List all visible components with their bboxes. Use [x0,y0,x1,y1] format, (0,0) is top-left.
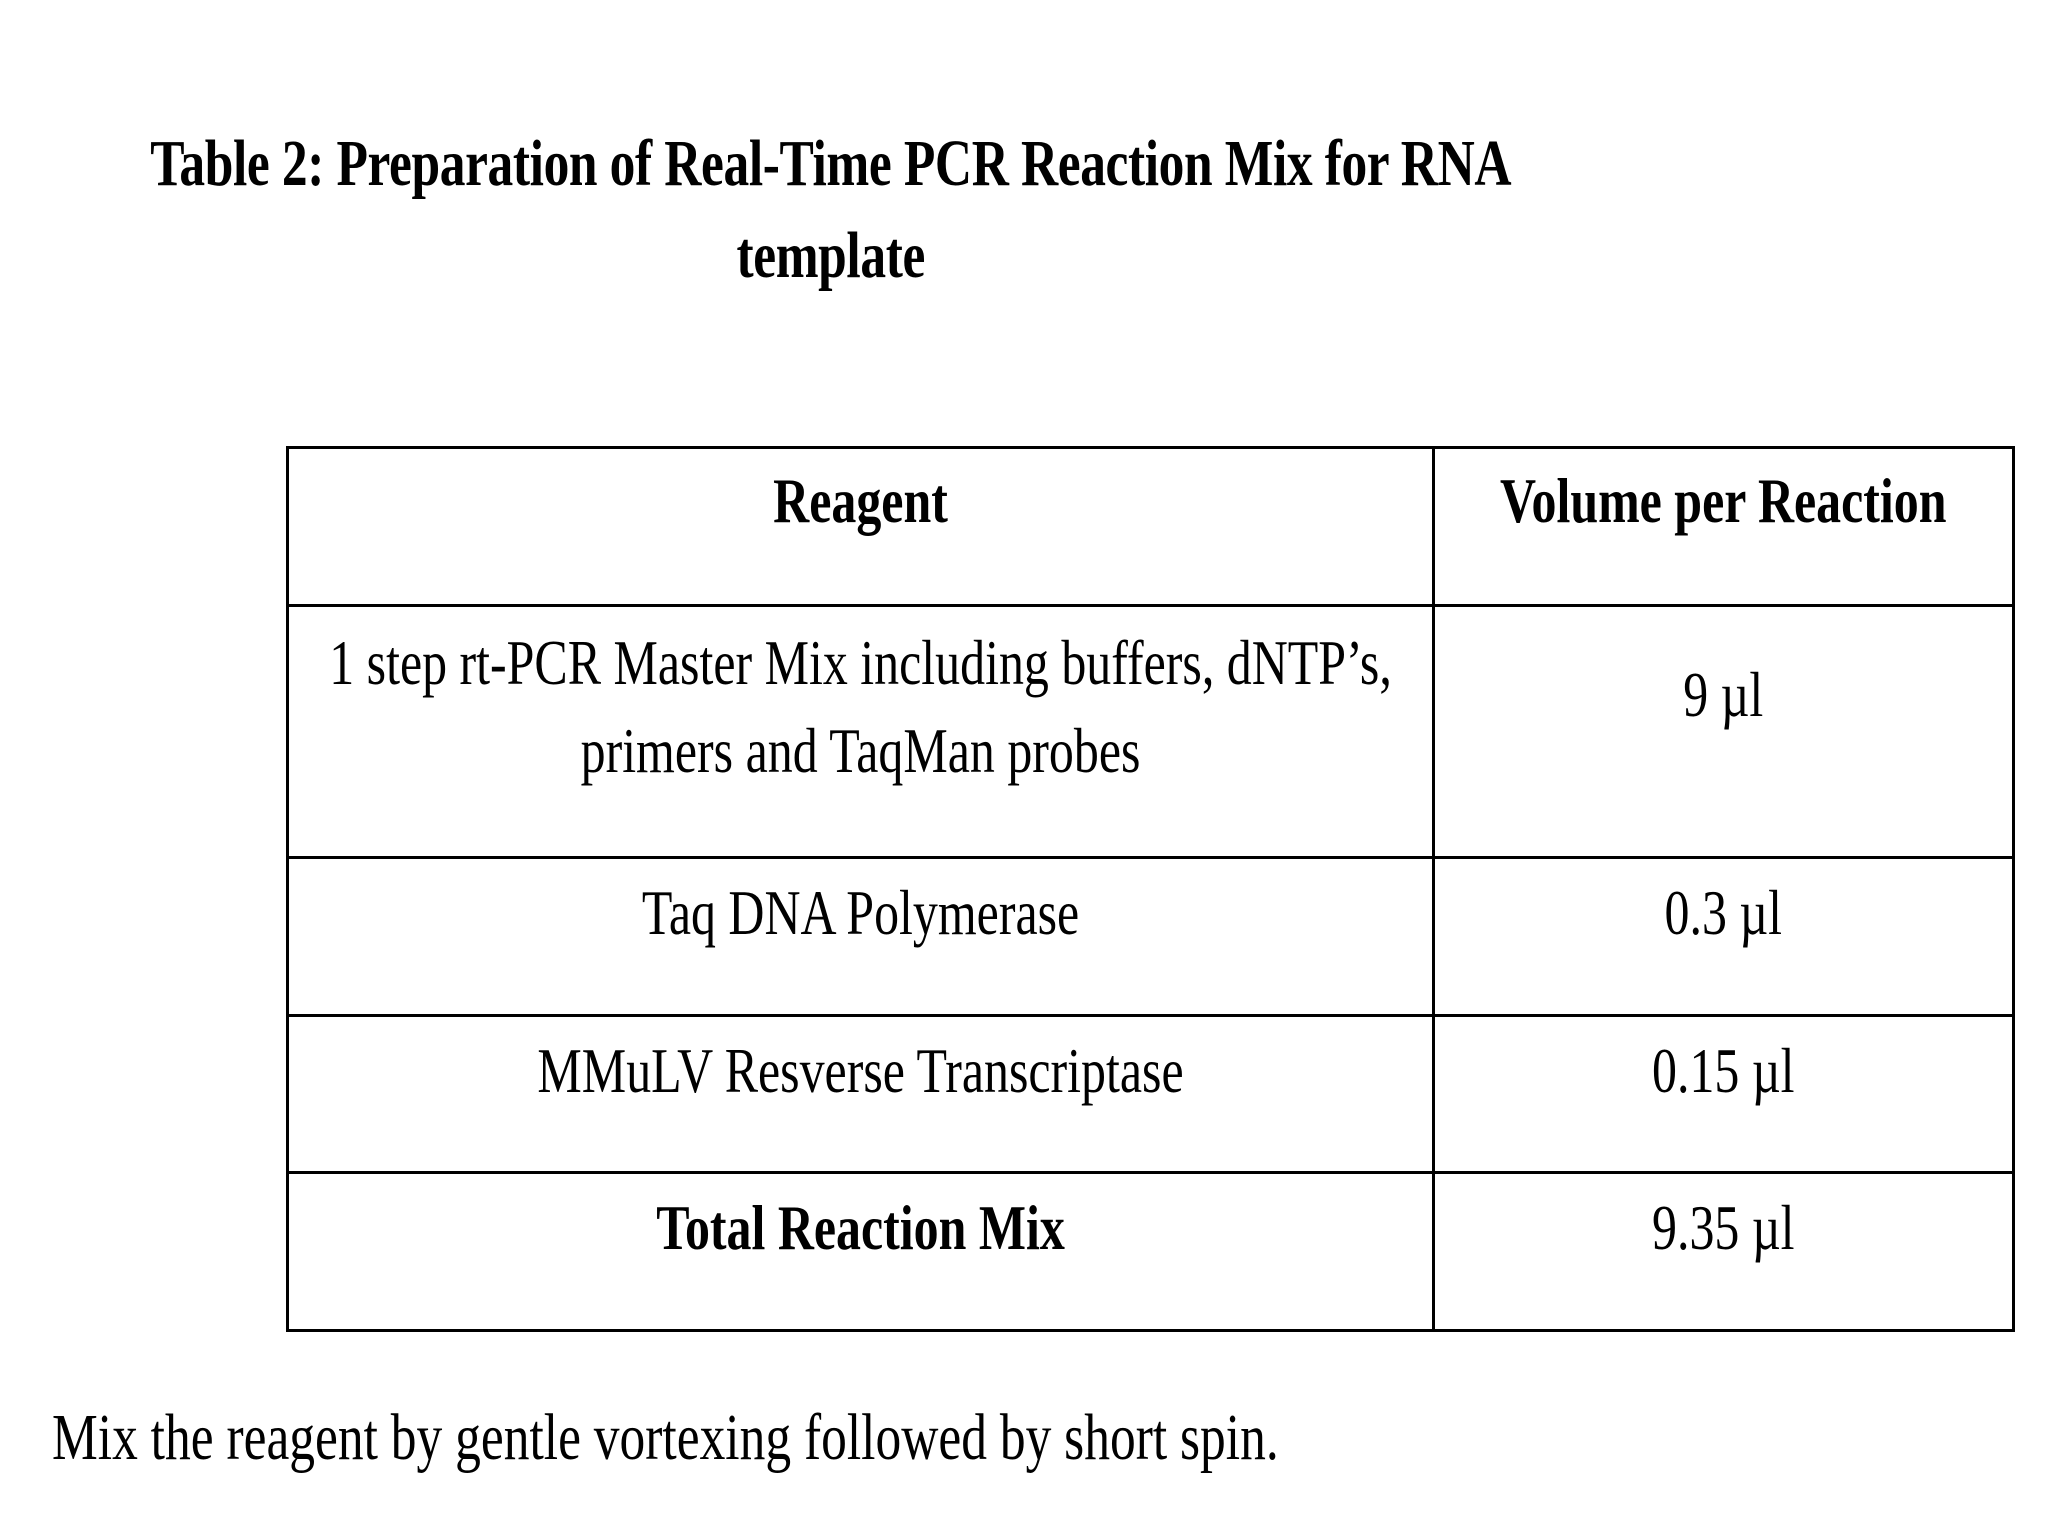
table-row [288,1015,2014,1173]
reagent-cell-line2: primers and TaqMan probes [580,714,1141,786]
reagent-cell: MMuLV Resverse Transcriptase [288,1015,1434,1173]
table-row [288,605,2014,858]
volume-cell: 9 µl [1434,605,2014,858]
total-label-cell: Total Reaction Mix [288,1173,1434,1331]
volume-cell: 0.15 µl [1434,1015,2014,1173]
header-volume: Volume per Reaction [1434,448,2014,606]
reagent-cell: Taq DNA Polymerase [288,858,1434,1016]
table-header-row [288,448,2014,606]
header-reagent: Reagent [288,448,1434,606]
reagent-table [286,446,2015,1332]
reagent-cell-line1: 1 step rt-PCR Master Mix including buffers, dNTP’s, [329,626,1392,698]
table-row [288,858,2014,1016]
table-total-row [288,1173,2014,1331]
total-volume-cell: 9.35 µl [1434,1173,2014,1331]
table-title [0,118,1661,302]
table-title-line1: Table 2: Preparation of Real-Time PCR Reaction Mix for RNA [150,127,1512,200]
instruction-note: Mix the reagent by gentle vortexing followed by short spin. [52,1401,1279,1474]
reagent-cell [288,605,1434,858]
volume-cell: 0.3 µl [1434,858,2014,1016]
table-title-line2: template [736,219,925,292]
